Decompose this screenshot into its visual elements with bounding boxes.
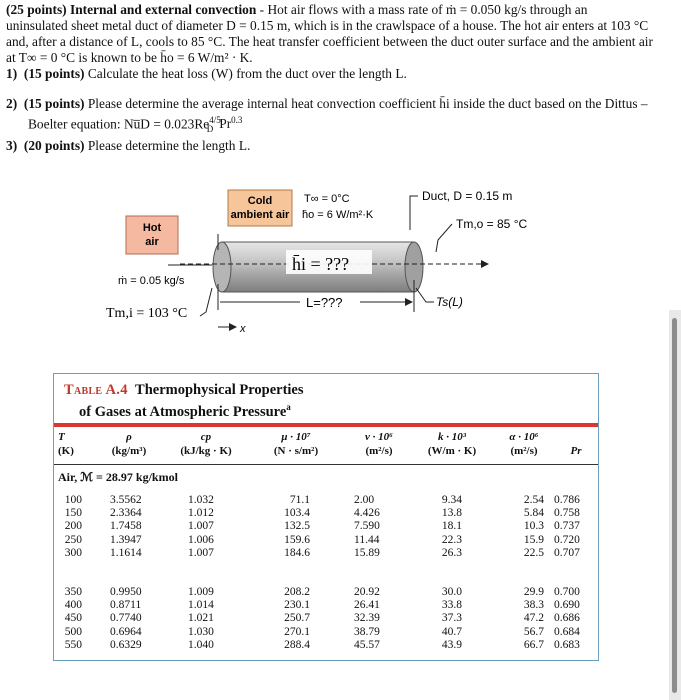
col-cp-2: 1.009 1.014 1.021 1.030 1.040 [188,586,214,651]
table-title: Table A.4 Thermophysical Properties of Gases at Atmospheric Pressure$^a$ [64,382,304,420]
x-axis-label: x [240,323,246,335]
cold-air-label-1: Cold [247,195,273,207]
col-rho-2: 0.9950 0.8711 0.7740 0.6964 0.6329 [110,586,142,651]
properties-table [53,373,599,661]
vertical-scrollbar[interactable] [669,310,681,700]
col-Pr-2: 0.700 0.690 0.686 0.684 0.683 [554,586,580,651]
col-T-2: 350 400 450 500 550 [64,586,82,651]
duct-inlet-end [213,242,231,292]
tm-in-label: Tm,i = 103 °C [106,306,188,321]
problem-statement [6,2,674,82]
scrollbar-thumb[interactable] [672,318,677,693]
question-2: 2) (15 points) Please determine the average internal heat convection coefficient h̄i inside the duct based on the Dittus – Boelter equation: Nu̅D = $0.023Re^{4/5}_D$ $Pr^{0.3}$ [6,96,648,135]
h-i-label: h̄i = ??? [292,254,350,274]
cold-air-label-2: ambient air [230,209,290,221]
problem-intro-3: and, after a distance of L, cools to 85 °C. The heat transfer coefficient between the duct outer surface and the ambient air [6,34,653,49]
table-accent-bar [54,423,598,427]
header-alpha: α · 10⁶ (m²/s) [509,431,539,457]
col-alpha-1: 2.54 5.84 10.3 15.9 22.5 [523,494,544,559]
table-label: Table A.4 [64,382,128,398]
question-1: 1) (15 points) Calculate the heat loss (W) from the duct over the length L. [6,66,407,81]
problem-intro-2: uninsulated sheet metal duct of diameter D = 0.15 m, which is in the crawlspace of a house. The hot air enters at 103 °C [6,18,649,33]
col-nu-2: 20.92 26.41 32.39 38.79 45.57 [354,586,380,651]
header-separator [54,464,598,465]
col-cp-1: 1.032 1.012 1.007 1.006 1.007 [188,494,214,559]
header-rho: ρ (kg/m³) [111,431,147,457]
problem-intro-1: - Hot air flows with a mass rate of ṁ = 0.050 kg/s through an [256,2,588,17]
hot-air-label-1: Hot [142,222,162,234]
col-mu-2: 208.2 230.1 250.7 270.1 288.4 [284,586,310,651]
gas-label: Air, ℳ = 28.97 kg/kmol [58,470,178,484]
header-nu: ν · 10⁶ (m²/s) [365,431,393,457]
header-Pr: Pr [570,445,582,457]
col-alpha-2: 29.9 38.3 47.2 56.7 66.7 [523,586,544,651]
header-k: k · 10³ (W/m · K) [427,431,477,457]
h-o-label: h̄o = 6 W/m²·K [302,209,374,221]
duct-label: Duct, D = 0.15 m [422,189,513,203]
header-mu: μ · 10⁷ (N · s/m²) [273,431,319,457]
hot-air-label-2: air [145,236,159,248]
col-nu-1: 2.00 4.426 7.590 11.44 15.89 [354,494,380,559]
problem-intro-4: at T∞ = 0 °C is known to be h̄o = 6 W/m² · K. [6,50,253,65]
t-infinity-label: T∞ = 0°C [304,193,350,205]
header-cp: cp (kJ/kg · K) [180,431,232,457]
ts-label: Ts(L) [436,295,463,309]
duct-leader-line [410,196,418,230]
question-3: 3) (20 points) Please determine the length L. [6,138,251,153]
col-Pr-1: 0.786 0.758 0.737 0.720 0.707 [554,494,580,559]
dittus-boelter-equation: Boelter equation: Nu̅D = 0.023Re [28,116,210,132]
tm-out-label: Tm,o = 85 °C [456,217,528,231]
mass-flow-label: ṁ = 0.05 kg/s [118,275,185,287]
problem-title: (25 points) Internal and external convection [6,2,257,17]
col-T-1: 100 150 200 250 300 [64,494,82,559]
col-mu-1: 71.1 103.4 132.5 159.6 184.6 [284,494,310,559]
col-k-1: 9.34 13.8 18.1 22.3 26.3 [441,494,462,559]
col-rho-1: 3.5562 2.3364 1.7458 1.3947 1.1614 [110,494,142,559]
duct-diagram [0,180,681,350]
length-label: L=??? [306,295,343,310]
header-T: T (K) [58,431,74,457]
col-k-2: 30.0 33.8 37.3 40.7 43.9 [441,586,462,651]
